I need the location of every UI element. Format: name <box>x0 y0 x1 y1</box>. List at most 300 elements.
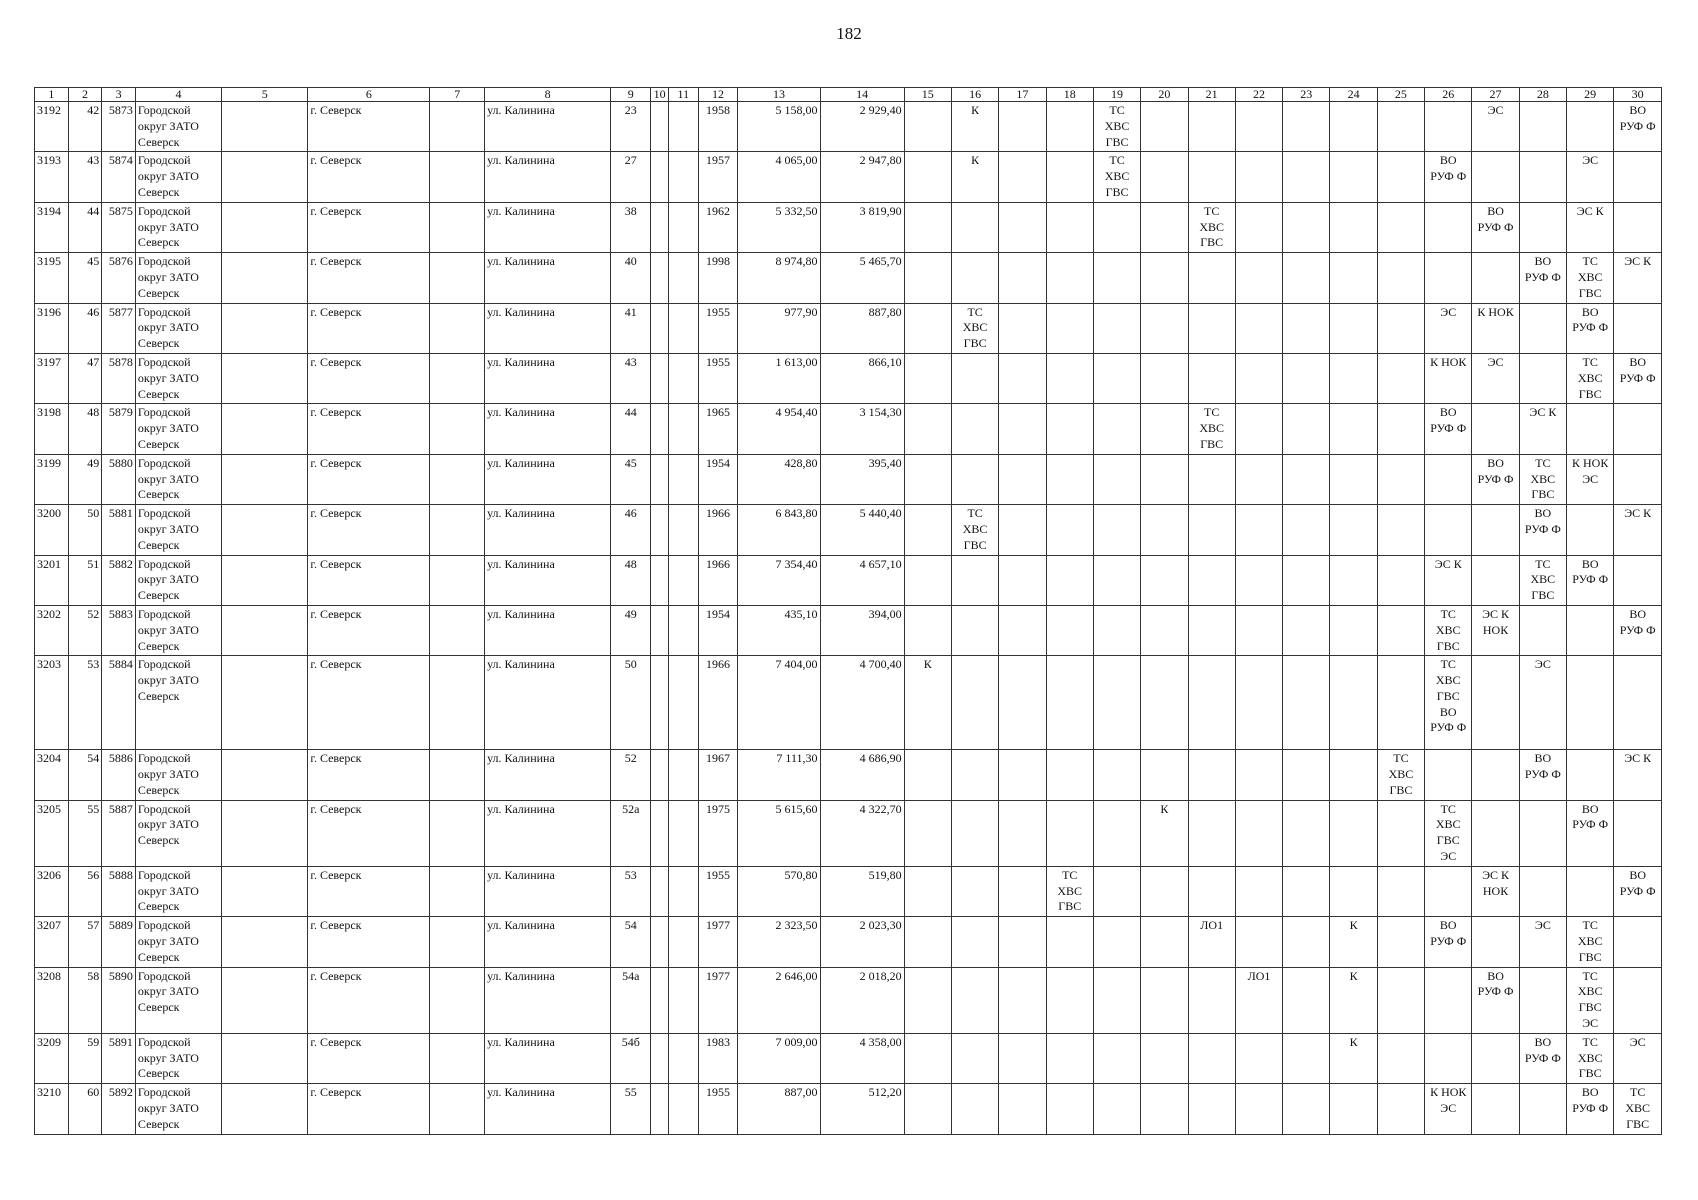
cell-col-9: 40 <box>611 253 651 303</box>
cell-col-26: ВО РУФ Ф <box>1425 404 1472 454</box>
cell-col-23 <box>1283 353 1330 403</box>
cell-col-21: ЛО1 <box>1188 917 1235 967</box>
cell-col-29: ВО РУФ Ф <box>1567 555 1614 605</box>
cell-col-5 <box>222 967 308 1033</box>
cell-col-15 <box>904 555 951 605</box>
cell-col-13: 570,80 <box>738 866 820 916</box>
cell-col-19 <box>1093 253 1140 303</box>
cell-col-29: ВО РУФ Ф <box>1567 1084 1614 1134</box>
cell-col-26 <box>1425 505 1472 555</box>
cell-col-15 <box>904 152 951 202</box>
cell-col-15 <box>904 303 951 353</box>
cell-col-11 <box>669 750 698 800</box>
cell-col-13: 2 323,50 <box>738 917 820 967</box>
cell-col-28: ВО РУФ Ф <box>1519 750 1566 800</box>
cell-col-1: 3197 <box>35 353 69 403</box>
cell-col-7 <box>430 605 485 655</box>
cell-col-7 <box>430 454 485 504</box>
cell-col-4: Городской округ ЗАТО Северск <box>135 152 221 202</box>
cell-col-27: ВО РУФ Ф <box>1472 202 1519 252</box>
cell-col-23 <box>1283 1084 1330 1134</box>
cell-col-30 <box>1614 202 1662 252</box>
cell-col-25: ТС ХВС ГВС <box>1377 750 1424 800</box>
cell-col-2: 53 <box>68 656 102 750</box>
cell-col-8: ул. Калинина <box>485 505 611 555</box>
cell-col-8: ул. Калинина <box>485 202 611 252</box>
cell-col-16 <box>951 555 998 605</box>
column-header: 21 <box>1188 88 1235 102</box>
cell-col-7 <box>430 253 485 303</box>
cell-col-18 <box>1046 750 1093 800</box>
cell-col-3: 5874 <box>102 152 136 202</box>
cell-col-6: г. Северск <box>308 202 430 252</box>
column-header: 1 <box>35 88 69 102</box>
cell-col-15 <box>904 505 951 555</box>
cell-col-15 <box>904 605 951 655</box>
column-header: 18 <box>1046 88 1093 102</box>
cell-col-3: 5887 <box>102 800 136 866</box>
cell-col-17 <box>999 253 1046 303</box>
cell-col-18 <box>1046 353 1093 403</box>
cell-col-8: ул. Калинина <box>485 555 611 605</box>
cell-col-13: 428,80 <box>738 454 820 504</box>
cell-col-26 <box>1425 750 1472 800</box>
cell-col-20 <box>1141 202 1188 252</box>
cell-col-19 <box>1093 605 1140 655</box>
cell-col-9: 43 <box>611 353 651 403</box>
table-row <box>35 800 1662 866</box>
cell-col-26 <box>1425 102 1472 152</box>
cell-col-20 <box>1141 1084 1188 1134</box>
cell-col-16 <box>951 800 998 866</box>
cell-col-25 <box>1377 555 1424 605</box>
cell-col-4: Городской округ ЗАТО Северск <box>135 303 221 353</box>
cell-col-18 <box>1046 605 1093 655</box>
cell-col-9: 55 <box>611 1084 651 1134</box>
cell-col-16: К <box>951 152 998 202</box>
cell-col-22 <box>1235 605 1282 655</box>
cell-col-5 <box>222 505 308 555</box>
cell-col-18 <box>1046 505 1093 555</box>
cell-col-17 <box>999 800 1046 866</box>
cell-col-1: 3198 <box>35 404 69 454</box>
cell-col-11 <box>669 967 698 1033</box>
cell-col-13: 1 613,00 <box>738 353 820 403</box>
cell-col-22 <box>1235 750 1282 800</box>
column-header: 10 <box>651 88 669 102</box>
column-header: 13 <box>738 88 820 102</box>
cell-col-11 <box>669 1084 698 1134</box>
cell-col-26: ЭС <box>1425 303 1472 353</box>
cell-col-30: ВО РУФ Ф <box>1614 605 1662 655</box>
cell-col-22 <box>1235 1033 1282 1083</box>
cell-col-22 <box>1235 353 1282 403</box>
cell-col-28: ТС ХВС ГВС <box>1519 555 1566 605</box>
cell-col-20 <box>1141 505 1188 555</box>
cell-col-30: ЭС К <box>1614 253 1662 303</box>
cell-col-22 <box>1235 202 1282 252</box>
cell-col-18 <box>1046 1084 1093 1134</box>
cell-col-21 <box>1188 152 1235 202</box>
cell-col-14: 4 322,70 <box>820 800 904 866</box>
cell-col-12: 1966 <box>698 656 738 750</box>
cell-col-22 <box>1235 866 1282 916</box>
cell-col-17 <box>999 404 1046 454</box>
cell-col-3: 5879 <box>102 404 136 454</box>
column-header: 17 <box>999 88 1046 102</box>
cell-col-14: 2 023,30 <box>820 917 904 967</box>
cell-col-10 <box>651 202 669 252</box>
cell-col-30 <box>1614 404 1662 454</box>
cell-col-12: 1958 <box>698 102 738 152</box>
column-header: 11 <box>669 88 698 102</box>
column-header: 6 <box>308 88 430 102</box>
cell-col-18 <box>1046 1033 1093 1083</box>
cell-col-9: 48 <box>611 555 651 605</box>
cell-col-4: Городской округ ЗАТО Северск <box>135 605 221 655</box>
cell-col-13: 435,10 <box>738 605 820 655</box>
cell-col-5 <box>222 303 308 353</box>
cell-col-5 <box>222 253 308 303</box>
cell-col-27 <box>1472 555 1519 605</box>
cell-col-23 <box>1283 152 1330 202</box>
cell-col-2: 57 <box>68 917 102 967</box>
column-header: 23 <box>1283 88 1330 102</box>
cell-col-29 <box>1567 404 1614 454</box>
cell-col-10 <box>651 555 669 605</box>
cell-col-23 <box>1283 555 1330 605</box>
cell-col-30: ВО РУФ Ф <box>1614 353 1662 403</box>
cell-col-20: К <box>1141 800 1188 866</box>
cell-col-1: 3206 <box>35 866 69 916</box>
cell-col-27 <box>1472 800 1519 866</box>
cell-col-29: ВО РУФ Ф <box>1567 303 1614 353</box>
cell-col-19 <box>1093 353 1140 403</box>
cell-col-5 <box>222 102 308 152</box>
cell-col-26: К НОК ЭС <box>1425 1084 1472 1134</box>
cell-col-17 <box>999 1033 1046 1083</box>
cell-col-11 <box>669 353 698 403</box>
cell-col-13: 2 646,00 <box>738 967 820 1033</box>
cell-col-21 <box>1188 1033 1235 1083</box>
cell-col-12: 1983 <box>698 1033 738 1083</box>
cell-col-11 <box>669 1033 698 1083</box>
cell-col-29 <box>1567 750 1614 800</box>
cell-col-19 <box>1093 800 1140 866</box>
cell-col-10 <box>651 605 669 655</box>
cell-col-19 <box>1093 404 1140 454</box>
column-header: 8 <box>485 88 611 102</box>
cell-col-26: ТС ХВС ГВС ВО РУФ Ф <box>1425 656 1472 750</box>
cell-col-5 <box>222 152 308 202</box>
cell-col-30: ЭС К <box>1614 505 1662 555</box>
cell-col-15 <box>904 102 951 152</box>
cell-col-22 <box>1235 102 1282 152</box>
cell-col-13: 887,00 <box>738 1084 820 1134</box>
cell-col-8: ул. Калинина <box>485 605 611 655</box>
column-header: 26 <box>1425 88 1472 102</box>
cell-col-24 <box>1330 505 1377 555</box>
cell-col-4: Городской округ ЗАТО Северск <box>135 967 221 1033</box>
cell-col-2: 51 <box>68 555 102 605</box>
cell-col-29: ТС ХВС ГВС ЭС <box>1567 967 1614 1033</box>
cell-col-18 <box>1046 152 1093 202</box>
cell-col-15 <box>904 866 951 916</box>
cell-col-18 <box>1046 917 1093 967</box>
cell-col-5 <box>222 656 308 750</box>
cell-col-14: 519,80 <box>820 866 904 916</box>
cell-col-18 <box>1046 202 1093 252</box>
column-header: 4 <box>135 88 221 102</box>
cell-col-6: г. Северск <box>308 750 430 800</box>
cell-col-15 <box>904 253 951 303</box>
cell-col-25 <box>1377 303 1424 353</box>
cell-col-21 <box>1188 253 1235 303</box>
cell-col-10 <box>651 303 669 353</box>
cell-col-16 <box>951 656 998 750</box>
cell-col-12: 1977 <box>698 917 738 967</box>
cell-col-14: 5 465,70 <box>820 253 904 303</box>
cell-col-18 <box>1046 454 1093 504</box>
cell-col-25 <box>1377 1033 1424 1083</box>
cell-col-3: 5881 <box>102 505 136 555</box>
cell-col-29: ВО РУФ Ф <box>1567 800 1614 866</box>
cell-col-6: г. Северск <box>308 656 430 750</box>
cell-col-6: г. Северск <box>308 967 430 1033</box>
cell-col-28 <box>1519 353 1566 403</box>
cell-col-17 <box>999 866 1046 916</box>
cell-col-23 <box>1283 967 1330 1033</box>
cell-col-5 <box>222 555 308 605</box>
cell-col-5 <box>222 800 308 866</box>
cell-col-17 <box>999 555 1046 605</box>
cell-col-9: 54 <box>611 917 651 967</box>
cell-col-14: 4 686,90 <box>820 750 904 800</box>
cell-col-22: ЛО1 <box>1235 967 1282 1033</box>
cell-col-14: 4 657,10 <box>820 555 904 605</box>
cell-col-14: 5 440,40 <box>820 505 904 555</box>
cell-col-27 <box>1472 917 1519 967</box>
cell-col-8: ул. Калинина <box>485 404 611 454</box>
cell-col-13: 5 158,00 <box>738 102 820 152</box>
cell-col-9: 53 <box>611 866 651 916</box>
cell-col-6: г. Северск <box>308 555 430 605</box>
cell-col-28 <box>1519 1084 1566 1134</box>
cell-col-22 <box>1235 1084 1282 1134</box>
cell-col-6: г. Северск <box>308 866 430 916</box>
cell-col-19 <box>1093 866 1140 916</box>
cell-col-5 <box>222 917 308 967</box>
cell-col-7 <box>430 404 485 454</box>
cell-col-16 <box>951 967 998 1033</box>
cell-col-8: ул. Калинина <box>485 1084 611 1134</box>
cell-col-9: 44 <box>611 404 651 454</box>
cell-col-6: г. Северск <box>308 253 430 303</box>
cell-col-28 <box>1519 303 1566 353</box>
cell-col-25 <box>1377 656 1424 750</box>
cell-col-3: 5891 <box>102 1033 136 1083</box>
cell-col-8: ул. Калинина <box>485 454 611 504</box>
cell-col-2: 58 <box>68 967 102 1033</box>
cell-col-15 <box>904 967 951 1033</box>
cell-col-11 <box>669 152 698 202</box>
cell-col-25 <box>1377 353 1424 403</box>
cell-col-20 <box>1141 353 1188 403</box>
cell-col-19 <box>1093 750 1140 800</box>
cell-col-13: 6 843,80 <box>738 505 820 555</box>
cell-col-22 <box>1235 800 1282 866</box>
column-header: 19 <box>1093 88 1140 102</box>
cell-col-26: ЭС К <box>1425 555 1472 605</box>
cell-col-13: 4 065,00 <box>738 152 820 202</box>
cell-col-16 <box>951 454 998 504</box>
cell-col-23 <box>1283 656 1330 750</box>
cell-col-24: К <box>1330 967 1377 1033</box>
cell-col-19 <box>1093 917 1140 967</box>
cell-col-3: 5877 <box>102 303 136 353</box>
cell-col-24 <box>1330 353 1377 403</box>
cell-col-5 <box>222 1084 308 1134</box>
cell-col-13: 7 354,40 <box>738 555 820 605</box>
table-row <box>35 404 1662 454</box>
cell-col-24 <box>1330 102 1377 152</box>
cell-col-1: 3192 <box>35 102 69 152</box>
cell-col-28 <box>1519 102 1566 152</box>
cell-col-20 <box>1141 102 1188 152</box>
cell-col-29: ТС ХВС ГВС <box>1567 1033 1614 1083</box>
cell-col-16 <box>951 605 998 655</box>
cell-col-22 <box>1235 404 1282 454</box>
cell-col-11 <box>669 404 698 454</box>
cell-col-13: 7 009,00 <box>738 1033 820 1083</box>
cell-col-19: ТС ХВС ГВС <box>1093 152 1140 202</box>
cell-col-21: ТС ХВС ГВС <box>1188 202 1235 252</box>
cell-col-2: 48 <box>68 404 102 454</box>
cell-col-27 <box>1472 253 1519 303</box>
cell-col-16: ТС ХВС ГВС <box>951 303 998 353</box>
cell-col-4: Городской округ ЗАТО Северск <box>135 102 221 152</box>
cell-col-7 <box>430 866 485 916</box>
cell-col-17 <box>999 750 1046 800</box>
table-row <box>35 866 1662 916</box>
column-header: 9 <box>611 88 651 102</box>
cell-col-25 <box>1377 253 1424 303</box>
cell-col-18: ТС ХВС ГВС <box>1046 866 1093 916</box>
cell-col-9: 50 <box>611 656 651 750</box>
cell-col-27: ЭС <box>1472 353 1519 403</box>
table-row <box>35 505 1662 555</box>
cell-col-20 <box>1141 303 1188 353</box>
cell-col-8: ул. Калинина <box>485 800 611 866</box>
cell-col-3: 5873 <box>102 102 136 152</box>
cell-col-28: ЭС <box>1519 656 1566 750</box>
cell-col-28 <box>1519 605 1566 655</box>
cell-col-10 <box>651 800 669 866</box>
cell-col-18 <box>1046 555 1093 605</box>
cell-col-14: 512,20 <box>820 1084 904 1134</box>
cell-col-25 <box>1377 202 1424 252</box>
cell-col-6: г. Северск <box>308 353 430 403</box>
cell-col-22 <box>1235 454 1282 504</box>
cell-col-6: г. Северск <box>308 303 430 353</box>
cell-col-8: ул. Калинина <box>485 253 611 303</box>
cell-col-9: 52 <box>611 750 651 800</box>
cell-col-11 <box>669 454 698 504</box>
column-header: 7 <box>430 88 485 102</box>
table-row <box>35 454 1662 504</box>
cell-col-12: 1962 <box>698 202 738 252</box>
column-header: 27 <box>1472 88 1519 102</box>
cell-col-6: г. Северск <box>308 1033 430 1083</box>
cell-col-3: 5878 <box>102 353 136 403</box>
cell-col-12: 1977 <box>698 967 738 1033</box>
cell-col-3: 5892 <box>102 1084 136 1134</box>
cell-col-20 <box>1141 605 1188 655</box>
cell-col-4: Городской округ ЗАТО Северск <box>135 1084 221 1134</box>
cell-col-29: К НОК ЭС <box>1567 454 1614 504</box>
cell-col-20 <box>1141 152 1188 202</box>
cell-col-11 <box>669 555 698 605</box>
cell-col-2: 60 <box>68 1084 102 1134</box>
cell-col-1: 3194 <box>35 202 69 252</box>
cell-col-26 <box>1425 866 1472 916</box>
cell-col-23 <box>1283 605 1330 655</box>
cell-col-21: ТС ХВС ГВС <box>1188 404 1235 454</box>
cell-col-11 <box>669 656 698 750</box>
cell-col-7 <box>430 202 485 252</box>
cell-col-2: 47 <box>68 353 102 403</box>
cell-col-19 <box>1093 555 1140 605</box>
cell-col-21 <box>1188 353 1235 403</box>
cell-col-12: 1998 <box>698 253 738 303</box>
cell-col-26: ВО РУФ Ф <box>1425 917 1472 967</box>
cell-col-28: ЭС К <box>1519 404 1566 454</box>
cell-col-1: 3196 <box>35 303 69 353</box>
cell-col-11 <box>669 917 698 967</box>
cell-col-21 <box>1188 303 1235 353</box>
table-row <box>35 202 1662 252</box>
cell-col-22 <box>1235 253 1282 303</box>
cell-col-1: 3207 <box>35 917 69 967</box>
cell-col-9: 52а <box>611 800 651 866</box>
cell-col-1: 3204 <box>35 750 69 800</box>
cell-col-20 <box>1141 750 1188 800</box>
cell-col-27: ЭС К НОК <box>1472 866 1519 916</box>
cell-col-25 <box>1377 404 1424 454</box>
cell-col-1: 3209 <box>35 1033 69 1083</box>
cell-col-25 <box>1377 605 1424 655</box>
table-row <box>35 555 1662 605</box>
cell-col-29 <box>1567 605 1614 655</box>
cell-col-7 <box>430 303 485 353</box>
cell-col-9: 49 <box>611 605 651 655</box>
cell-col-22 <box>1235 505 1282 555</box>
table-row <box>35 303 1662 353</box>
cell-col-12: 1966 <box>698 555 738 605</box>
cell-col-21 <box>1188 750 1235 800</box>
cell-col-10 <box>651 253 669 303</box>
cell-col-24 <box>1330 605 1377 655</box>
cell-col-4: Городской округ ЗАТО Северск <box>135 253 221 303</box>
cell-col-20 <box>1141 866 1188 916</box>
cell-col-14: 4 700,40 <box>820 656 904 750</box>
column-header: 22 <box>1235 88 1282 102</box>
cell-col-8: ул. Калинина <box>485 656 611 750</box>
cell-col-13: 5 332,50 <box>738 202 820 252</box>
cell-col-20 <box>1141 656 1188 750</box>
cell-col-21 <box>1188 1084 1235 1134</box>
cell-col-16: ТС ХВС ГВС <box>951 505 998 555</box>
